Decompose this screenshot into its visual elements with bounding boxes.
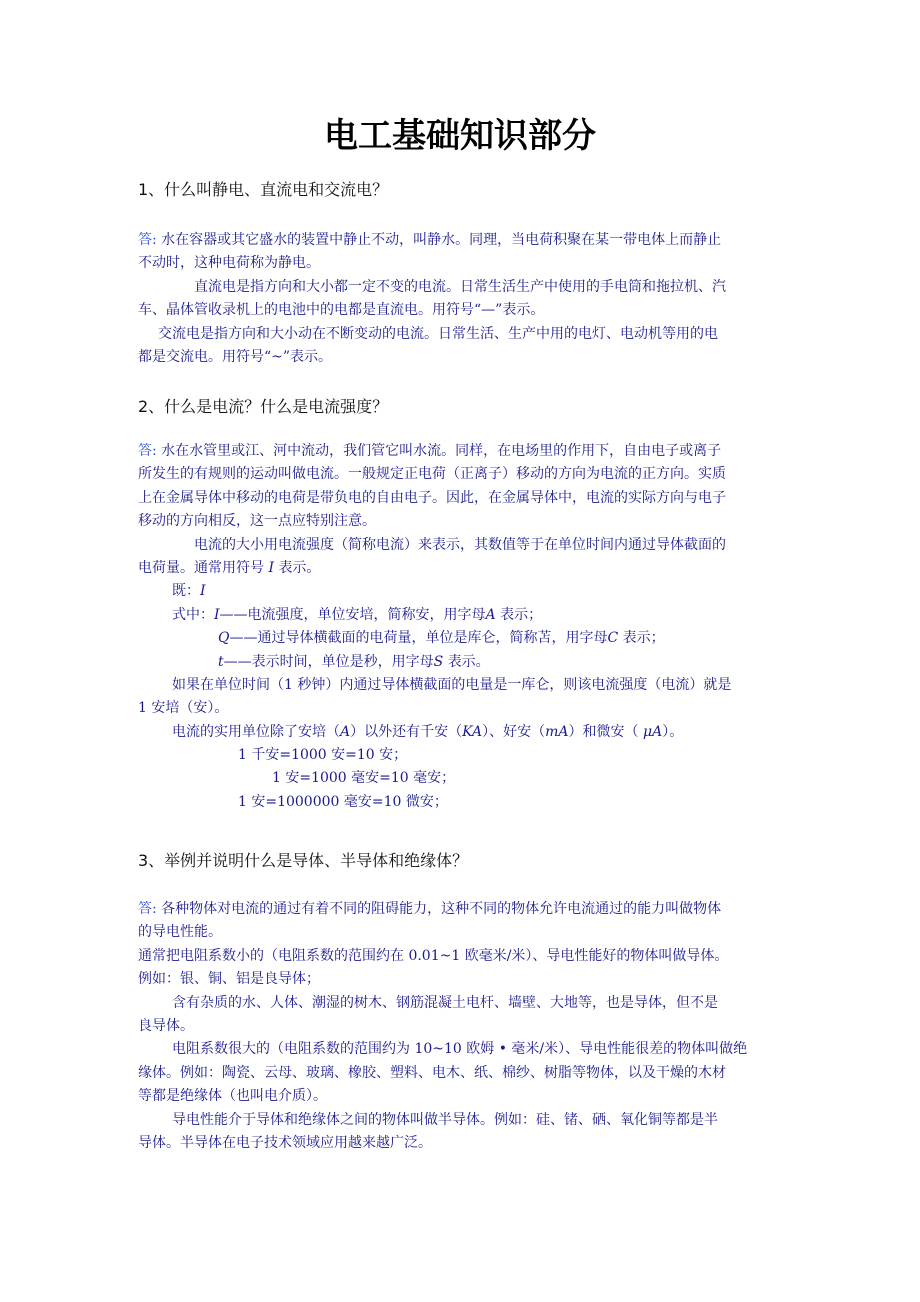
paragraph-line: 直流电是指方向和大小都一定不变的电流。日常生活生产中使用的手电筒和拖拉机、汽 bbox=[194, 278, 726, 295]
paragraph-line: 交流电是指方向和大小动在不断变动的电流。日常生活、生产中用的电灯、电动机等用的电 bbox=[158, 325, 718, 342]
unit-conversion-line: 1 安=1000 毫安=10 毫安； bbox=[272, 770, 456, 787]
section-3-heading: 3、举例并说明什么是导体、半导体和绝缘体？ bbox=[138, 851, 469, 870]
paragraph-line: 1 安培（安）。 bbox=[138, 700, 229, 717]
paragraph-line: 电阻系数很大的（电阻系数的范围约为 10~10 欧姆 • 毫米/米）、导电性能很差的物体叫做绝 bbox=[172, 1041, 748, 1058]
paragraph-line: 上在金属导体中移动的电荷是带负电的自由电子。因此，在金属导体中，电流的实际方向与电子 bbox=[138, 489, 726, 506]
paragraph-line: 通常把电阻系数小的（电阻系数的范围约在 0.01~1 欧毫米/米）、导电性能好的物体叫做导体。 bbox=[138, 947, 729, 964]
paragraph-line: 例如：银、铜、铝是良导体； bbox=[138, 971, 320, 988]
answer-label: 答: bbox=[138, 443, 157, 459]
paragraph-line: 等都是绝缘体（也叫电介质）。 bbox=[138, 1088, 327, 1105]
section-3-body bbox=[138, 898, 788, 1155]
answer-label: 答: bbox=[138, 901, 157, 917]
formula-line: 既：I bbox=[172, 583, 206, 600]
definition-line: t——表示时间，单位是秒，用字母S 表示。 bbox=[218, 653, 490, 670]
unit-conversion-line: 1 千安=1000 安=10 安； bbox=[238, 747, 408, 764]
section-2-body bbox=[138, 440, 788, 814]
page-title: 电工基础知识部分 bbox=[324, 116, 596, 156]
paragraph-line: 良导体。 bbox=[138, 1017, 194, 1034]
paragraph-line: 导体。半导体在电子技术领域应用越来越广泛。 bbox=[138, 1134, 432, 1151]
section-2-heading: 2、什么是电流？什么是电流强度？ bbox=[138, 397, 389, 416]
paragraph-line: 电流的大小用电流强度（简称电流）来表示，其数值等于在单位时间内通过导体截面的 bbox=[194, 536, 726, 553]
paragraph-line: 电流的实用单位除了安培（A）以外还有千安（KA）、好安（mA）和微安（ μA）。 bbox=[172, 723, 684, 740]
paragraph-line: 如果在单位时间（1 秒钟）内通过导体横截面的电量是一库仑，则该电流强度（电流）就是 bbox=[172, 676, 732, 693]
paragraph-line: 含有杂质的水、人体、潮湿的树木、钢筋混凝土电杆、墙壁、大地等，也是导体，但不是 bbox=[172, 994, 718, 1011]
unit-conversion-line: 1 安=1000000 毫安=10 微安； bbox=[238, 793, 448, 810]
answer-label: 答: bbox=[138, 232, 157, 248]
paragraph-line: 的导电性能。 bbox=[138, 924, 222, 941]
paragraph-line: 都是交流电。用符号“~”表示。 bbox=[138, 348, 333, 365]
paragraph-line: 缘体。例如：陶瓷、云母、玻璃、橡胶、塑料、电木、纸、棉纱、树脂等物体，以及干燥的木材 bbox=[138, 1064, 726, 1081]
section-1-heading: 1、什么叫静电、直流电和交流电？ bbox=[138, 180, 389, 199]
paragraph-line: 所发生的有规则的运动叫做电流。一般规定正电荷（正离子）移动的方向为电流的正方向。实质 bbox=[138, 466, 726, 483]
definition-line: Q——通过导体横截面的电荷量，单位是库仑，简称苫，用字母C 表示； bbox=[218, 630, 665, 647]
paragraph-line: 移动的方向相反，这一点应特别注意。 bbox=[138, 513, 376, 530]
paragraph-line: 导电性能介于导体和绝缘体之间的物体叫做半导体。例如：硅、锗、硒、氧化铜等都是半 bbox=[172, 1111, 718, 1128]
paragraph-line: 车、晶体管收录机上的电池中的电都是直流电。用符号“—”表示。 bbox=[138, 302, 545, 319]
paragraph-line: 电荷量。通常用符号 I 表示。 bbox=[138, 559, 321, 576]
definition-line: 式中：I——电流强度，单位安培，简称安，用字母A 表示； bbox=[172, 606, 543, 623]
paragraph-line: 答: 各种物体对电流的通过有着不同的阻碍能力，这种不同的物体允许电流通过的能力叫做物体 bbox=[138, 901, 722, 917]
paragraph-line: 答: 水在水管里或江、河中流动，我们管它叫水流。同样，在电场里的作用下，自由电子或离子 bbox=[138, 443, 722, 459]
section-1-body bbox=[138, 229, 788, 369]
paragraph-line: 答: 水在容器或其它盛水的装置中静止不动，叫静水。同理，当电荷积聚在某一带电体上而静止 bbox=[138, 232, 722, 248]
paragraph-line: 不动时，这种电荷称为静电。 bbox=[138, 255, 320, 272]
